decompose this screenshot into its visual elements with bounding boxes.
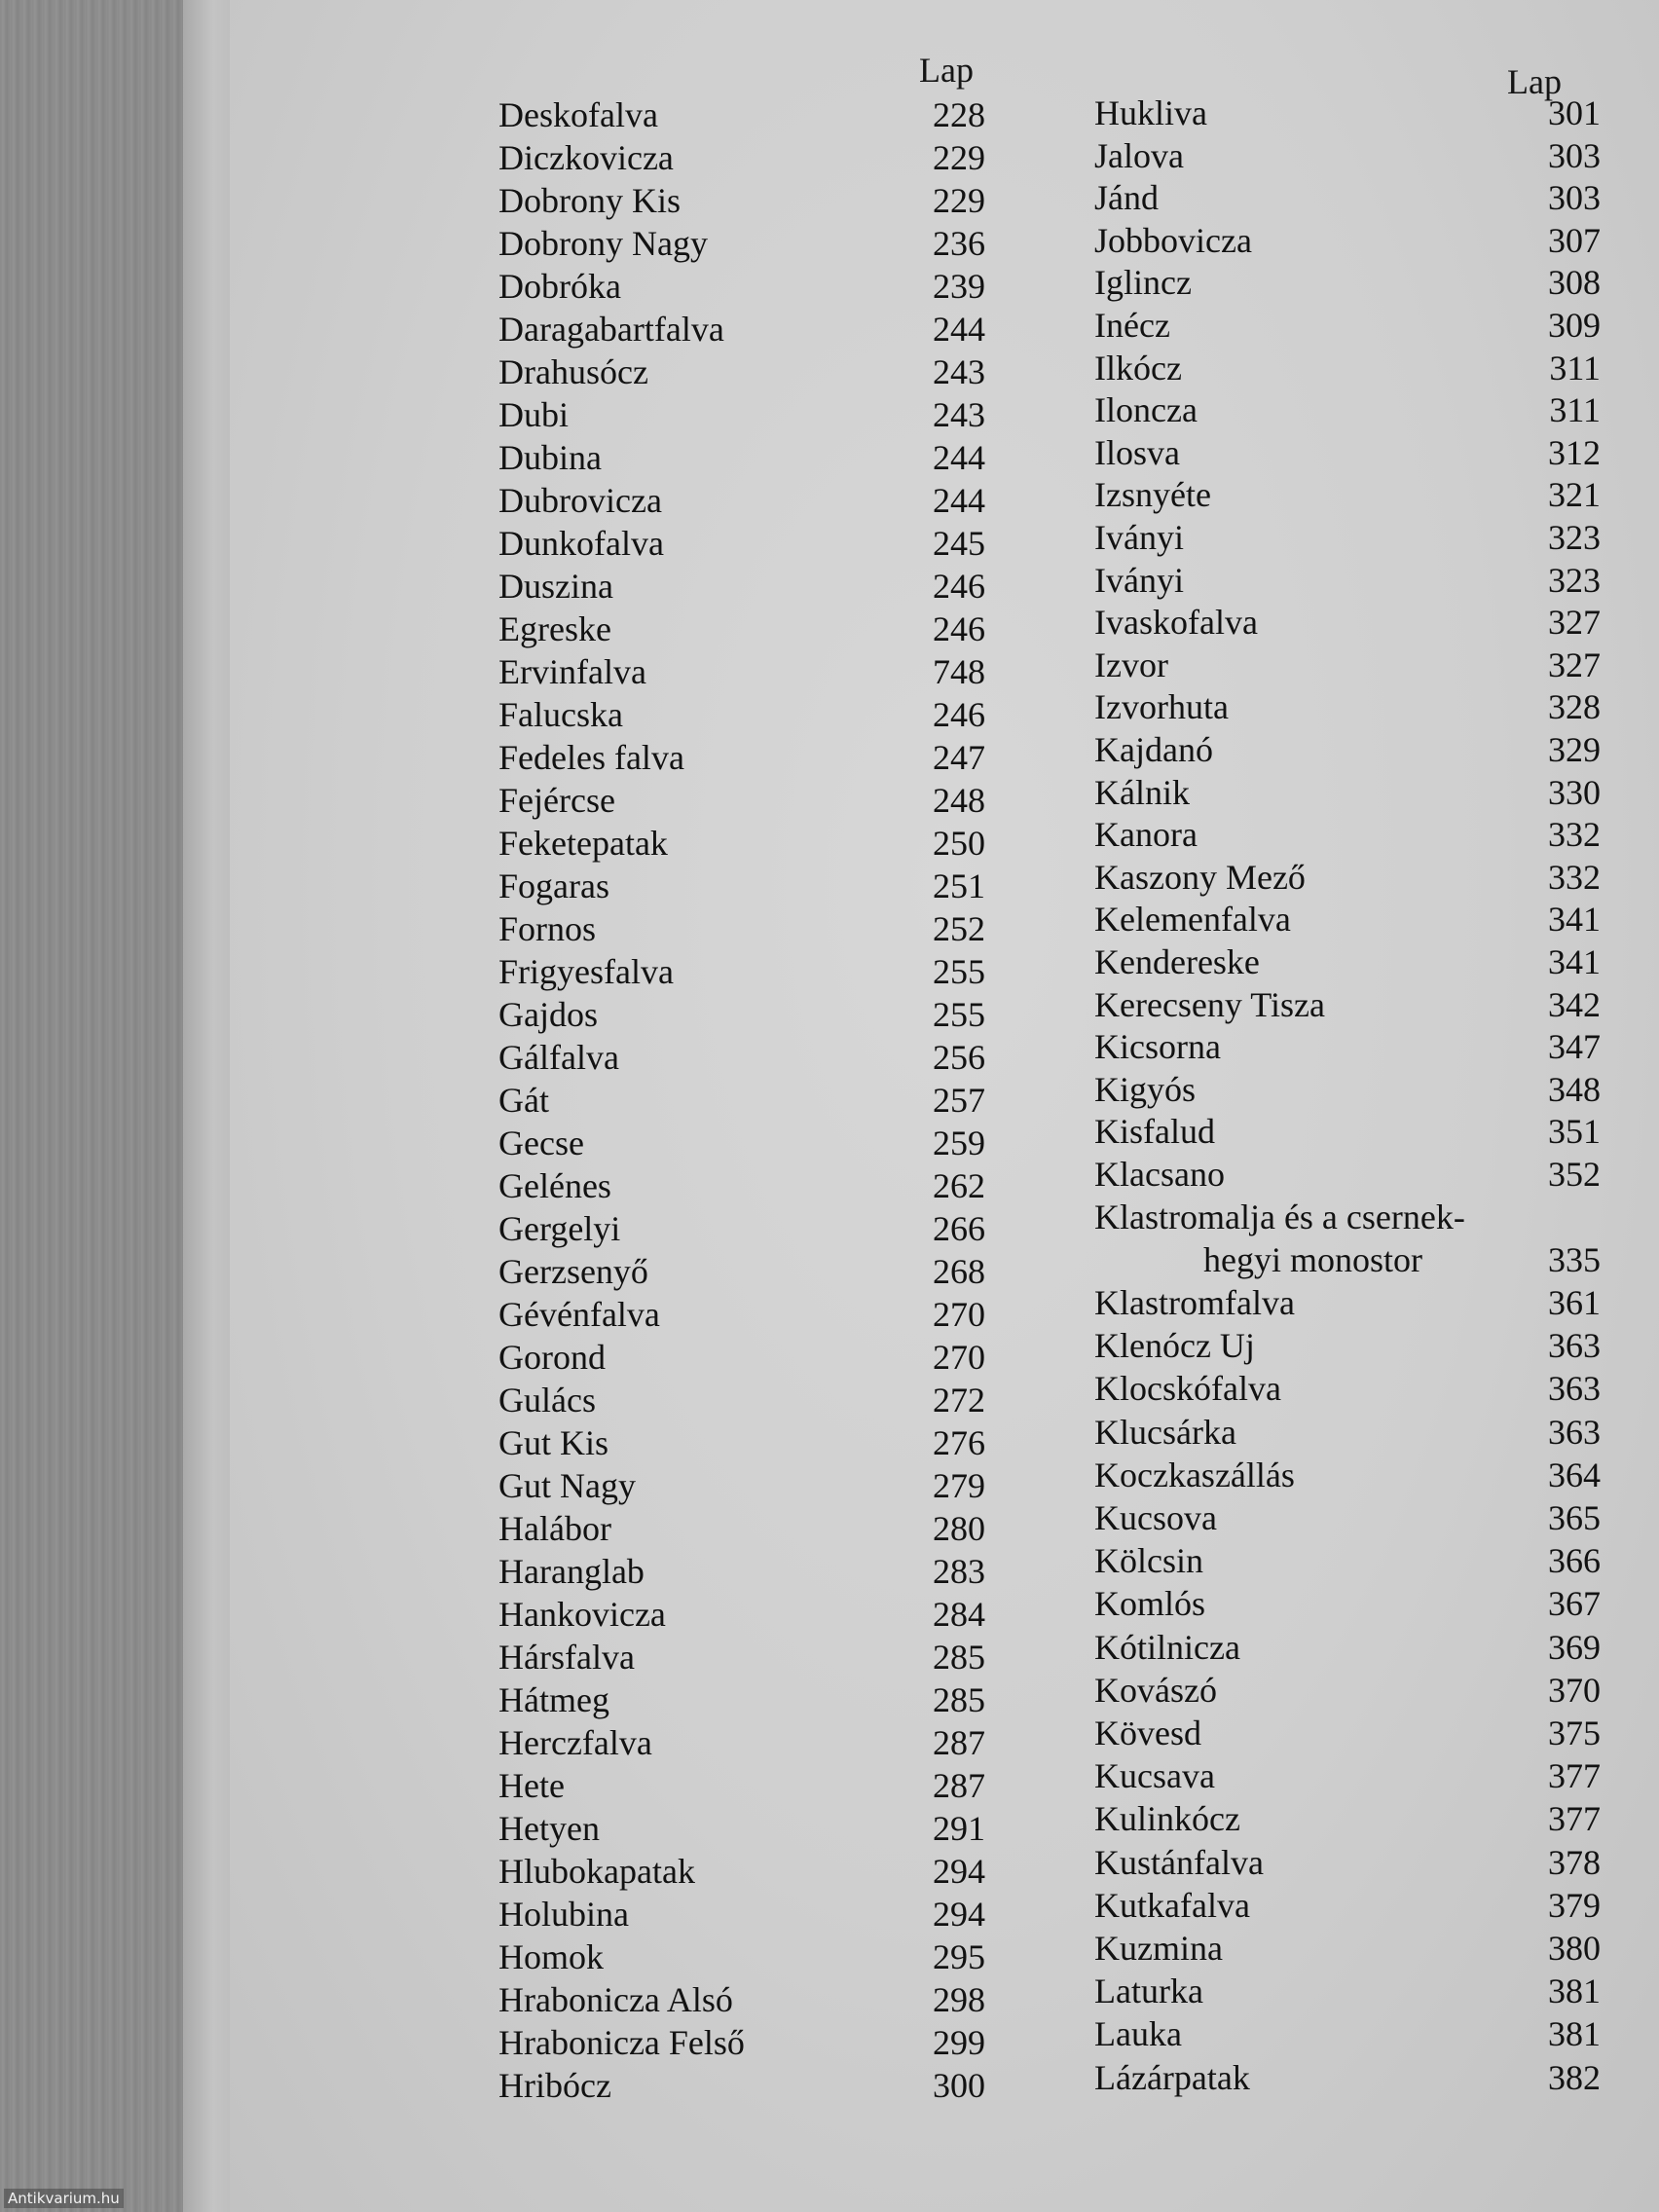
place-name: Kanora [1094, 815, 1198, 854]
place-name: Klastromfalva [1094, 1283, 1295, 1322]
page-number: 381 [1548, 1972, 1601, 2010]
page-number: 329 [1548, 730, 1601, 769]
page-number: 351 [1548, 1112, 1601, 1151]
page-number: 363 [1548, 1413, 1601, 1452]
page-number: 256 [933, 1038, 985, 1077]
page-number: 259 [933, 1124, 985, 1162]
place-name: Komlós [1094, 1584, 1206, 1623]
page-number: 341 [1548, 942, 1601, 981]
page-number: 328 [1548, 687, 1601, 726]
place-name: Koczkaszállás [1094, 1456, 1295, 1494]
page-number: 244 [933, 481, 985, 520]
page-edge [183, 0, 234, 2212]
place-name: Kendereske [1094, 942, 1260, 981]
page-number: 323 [1548, 518, 1601, 557]
page-number: 378 [1548, 1843, 1601, 1882]
page-number: 380 [1548, 1929, 1601, 1968]
page-number: 229 [933, 181, 985, 220]
place-name: Hribócz [498, 2066, 611, 2105]
page-number: 309 [1548, 306, 1601, 345]
place-name: Gut Nagy [498, 1466, 636, 1505]
page-number: 312 [1548, 433, 1601, 472]
place-name: Homok [498, 1937, 604, 1976]
page-number: 248 [933, 781, 985, 820]
page-number: 246 [933, 567, 985, 606]
page-number: 379 [1548, 1886, 1601, 1925]
page-number: 300 [933, 2066, 985, 2105]
place-name: Izvorhuta [1094, 687, 1229, 726]
page-number: 307 [1548, 221, 1601, 260]
place-name: Dubi [498, 395, 569, 434]
page-number: 283 [933, 1552, 985, 1591]
place-name: Jalova [1094, 136, 1184, 175]
place-name: Ivaskofalva [1094, 603, 1258, 642]
page-number: 294 [933, 1895, 985, 1934]
page-number: 352 [1548, 1155, 1601, 1194]
page-number: 287 [933, 1723, 985, 1762]
page-number: 228 [933, 95, 985, 134]
page-number: 303 [1548, 136, 1601, 175]
place-name: Klenócz Uj [1094, 1326, 1255, 1365]
place-name: Gelénes [498, 1166, 611, 1205]
place-name: Gorond [498, 1338, 606, 1377]
place-name: Kaszony Mező [1094, 858, 1306, 897]
place-name: Kustánfalva [1094, 1843, 1264, 1882]
place-name: Kuzmina [1094, 1929, 1223, 1968]
watermark: Antikvarium.hu [4, 2189, 124, 2208]
page-number: 375 [1548, 1714, 1601, 1752]
place-name: Hátmeg [498, 1680, 609, 1719]
page-number: 243 [933, 352, 985, 391]
page-number: 303 [1548, 178, 1601, 217]
place-name: Jobbovicza [1094, 221, 1252, 260]
page-number: 321 [1548, 475, 1601, 514]
place-name: Kutkafalva [1094, 1886, 1250, 1925]
page-number: 301 [1548, 93, 1601, 132]
page-number: 287 [933, 1766, 985, 1805]
page-number: 363 [1548, 1326, 1601, 1365]
place-name: Drahusócz [498, 352, 648, 391]
place-name: Kovászó [1094, 1671, 1217, 1710]
place-name: Kelemenfalva [1094, 900, 1291, 939]
page-number: 295 [933, 1937, 985, 1976]
place-name: Kerecseny Tisza [1094, 985, 1325, 1024]
page-number: 280 [933, 1509, 985, 1548]
place-name: Gergelyi [498, 1209, 621, 1248]
place-name: Dobrony Kis [498, 181, 681, 220]
place-name: Kövesd [1094, 1714, 1201, 1752]
page-number: 361 [1548, 1283, 1601, 1322]
page-number: 255 [933, 952, 985, 991]
place-name: Hukliva [1094, 93, 1207, 132]
left-column-header: Lap [919, 51, 974, 90]
place-name: Diczkovicza [498, 138, 674, 177]
page-number: 363 [1548, 1369, 1601, 1408]
place-name: Gulács [498, 1381, 596, 1419]
place-name: Gát [498, 1081, 549, 1120]
page-number: 291 [933, 1809, 985, 1848]
page-number: 239 [933, 267, 985, 306]
place-name: Haranglab [498, 1552, 645, 1591]
place-name: Fogaras [498, 866, 609, 905]
place-name: Dubina [498, 438, 602, 477]
page-number: 382 [1548, 2058, 1601, 2097]
page-number: 330 [1548, 773, 1601, 812]
page-number: 748 [933, 652, 985, 691]
place-name: Feketepatak [498, 824, 668, 863]
page-number: 332 [1548, 858, 1601, 897]
place-name: Halábor [498, 1509, 611, 1548]
place-name: Kótilnicza [1094, 1628, 1240, 1667]
place-name: Gerzsenyő [498, 1252, 648, 1291]
place-name: Laturka [1094, 1972, 1203, 2010]
place-name: Kajdanó [1094, 730, 1213, 769]
book-page [230, 0, 1659, 2212]
place-name: Kicsorna [1094, 1027, 1221, 1066]
right-column-header: Lap [1507, 62, 1562, 101]
place-name: Kulinkócz [1094, 1799, 1240, 1838]
place-name: Daragabartfalva [498, 310, 724, 349]
place-name: Gut Kis [498, 1423, 609, 1462]
place-name: Herczfalva [498, 1723, 652, 1762]
place-name: Gajdos [498, 995, 598, 1034]
place-name: Inécz [1094, 306, 1170, 345]
place-name: Kucsava [1094, 1756, 1215, 1795]
page-number: 366 [1548, 1541, 1601, 1580]
place-name: Duszina [498, 567, 613, 606]
page-number: 262 [933, 1166, 985, 1205]
place-name: Deskofalva [498, 95, 658, 134]
place-name: Hete [498, 1766, 565, 1805]
page-number: 285 [933, 1638, 985, 1677]
page-number: 370 [1548, 1671, 1601, 1710]
page-number: 285 [933, 1680, 985, 1719]
page-number: 369 [1548, 1628, 1601, 1667]
page-number: 365 [1548, 1498, 1601, 1537]
place-name: Egreske [498, 609, 611, 648]
place-name: Izvor [1094, 645, 1168, 684]
page-number: 236 [933, 224, 985, 263]
place-name: Hársfalva [498, 1638, 635, 1677]
page-number: 347 [1548, 1027, 1601, 1066]
place-name: Dubrovicza [498, 481, 662, 520]
place-name: Holubina [498, 1895, 629, 1934]
place-name: Ilosva [1094, 433, 1180, 472]
page-number: 270 [933, 1338, 985, 1377]
page-number: 246 [933, 695, 985, 734]
place-name: Fornos [498, 909, 597, 948]
page-number: 299 [933, 2023, 985, 2062]
place-name-wrapped-line1: Klastromalja és a csernek- [1094, 1198, 1465, 1236]
page-number: 335 [1548, 1240, 1601, 1279]
page-number: 251 [933, 866, 985, 905]
page-number: 367 [1548, 1584, 1601, 1623]
page-number: 298 [933, 1980, 985, 2019]
page-number: 272 [933, 1381, 985, 1419]
page-number: 284 [933, 1595, 985, 1634]
place-name: Iloncza [1094, 390, 1198, 429]
page-number: 246 [933, 609, 985, 648]
place-name: Klocskófalva [1094, 1369, 1281, 1408]
page-number: 244 [933, 310, 985, 349]
place-name: Kucsova [1094, 1498, 1217, 1537]
place-name: Lázárpatak [1094, 2058, 1250, 2097]
page-number: 268 [933, 1252, 985, 1291]
place-name: Kölcsin [1094, 1541, 1203, 1580]
place-name: Klacsano [1094, 1155, 1225, 1194]
place-name: Izsnyéte [1094, 475, 1211, 514]
page-number: 244 [933, 438, 985, 477]
page-number: 342 [1548, 985, 1601, 1024]
place-name: Ervinfalva [498, 652, 646, 691]
place-name: Hetyen [498, 1809, 600, 1848]
page-number: 229 [933, 138, 985, 177]
page-number: 327 [1548, 603, 1601, 642]
place-name: Gecse [498, 1124, 584, 1162]
page-number: 377 [1548, 1756, 1601, 1795]
page-number: 270 [933, 1295, 985, 1334]
place-name-wrapped-line2: hegyi monostor [1203, 1240, 1422, 1279]
page-number: 294 [933, 1852, 985, 1891]
page-number: 381 [1548, 2014, 1601, 2053]
page-number: 332 [1548, 815, 1601, 854]
place-name: Hrabonicza Alsó [498, 1980, 733, 2019]
place-name: Fejércse [498, 781, 615, 820]
page-number: 327 [1548, 645, 1601, 684]
page-number: 308 [1548, 263, 1601, 302]
place-name: Kigyós [1094, 1070, 1197, 1109]
place-name: Jánd [1094, 178, 1159, 217]
page-number: 341 [1548, 900, 1601, 939]
place-name: Fedeles falva [498, 738, 684, 777]
place-name: Dobrony Nagy [498, 224, 708, 263]
place-name: Dobróka [498, 267, 621, 306]
page-number: 276 [933, 1423, 985, 1462]
place-name: Hankovicza [498, 1595, 666, 1634]
place-name: Iványi [1094, 518, 1184, 557]
place-name: Gévénfalva [498, 1295, 660, 1334]
place-name: Hlubokapatak [498, 1852, 695, 1891]
place-name: Gálfalva [498, 1038, 619, 1077]
page-number: 255 [933, 995, 985, 1034]
page-number: 364 [1548, 1456, 1601, 1494]
place-name: Kisfalud [1094, 1112, 1215, 1151]
page-number: 323 [1548, 561, 1601, 600]
page-number: 252 [933, 909, 985, 948]
page-number: 250 [933, 824, 985, 863]
page-number: 279 [933, 1466, 985, 1505]
place-name: Hrabonicza Felső [498, 2023, 745, 2062]
place-name: Iványi [1094, 561, 1184, 600]
page-number: 247 [933, 738, 985, 777]
page-number: 266 [933, 1209, 985, 1248]
place-name: Lauka [1094, 2014, 1182, 2053]
page-number: 245 [933, 524, 985, 563]
page-number: 257 [933, 1081, 985, 1120]
page-number: 311 [1549, 349, 1601, 387]
place-name: Klucsárka [1094, 1413, 1236, 1452]
place-name: Kálnik [1094, 773, 1190, 812]
place-name: Dunkofalva [498, 524, 664, 563]
page-number: 348 [1548, 1070, 1601, 1109]
place-name: Frigyesfalva [498, 952, 674, 991]
place-name: Ilkócz [1094, 349, 1182, 387]
place-name: Iglincz [1094, 263, 1192, 302]
page-number: 377 [1548, 1799, 1601, 1838]
page-number: 311 [1549, 390, 1601, 429]
place-name: Falucska [498, 695, 623, 734]
page-number: 243 [933, 395, 985, 434]
